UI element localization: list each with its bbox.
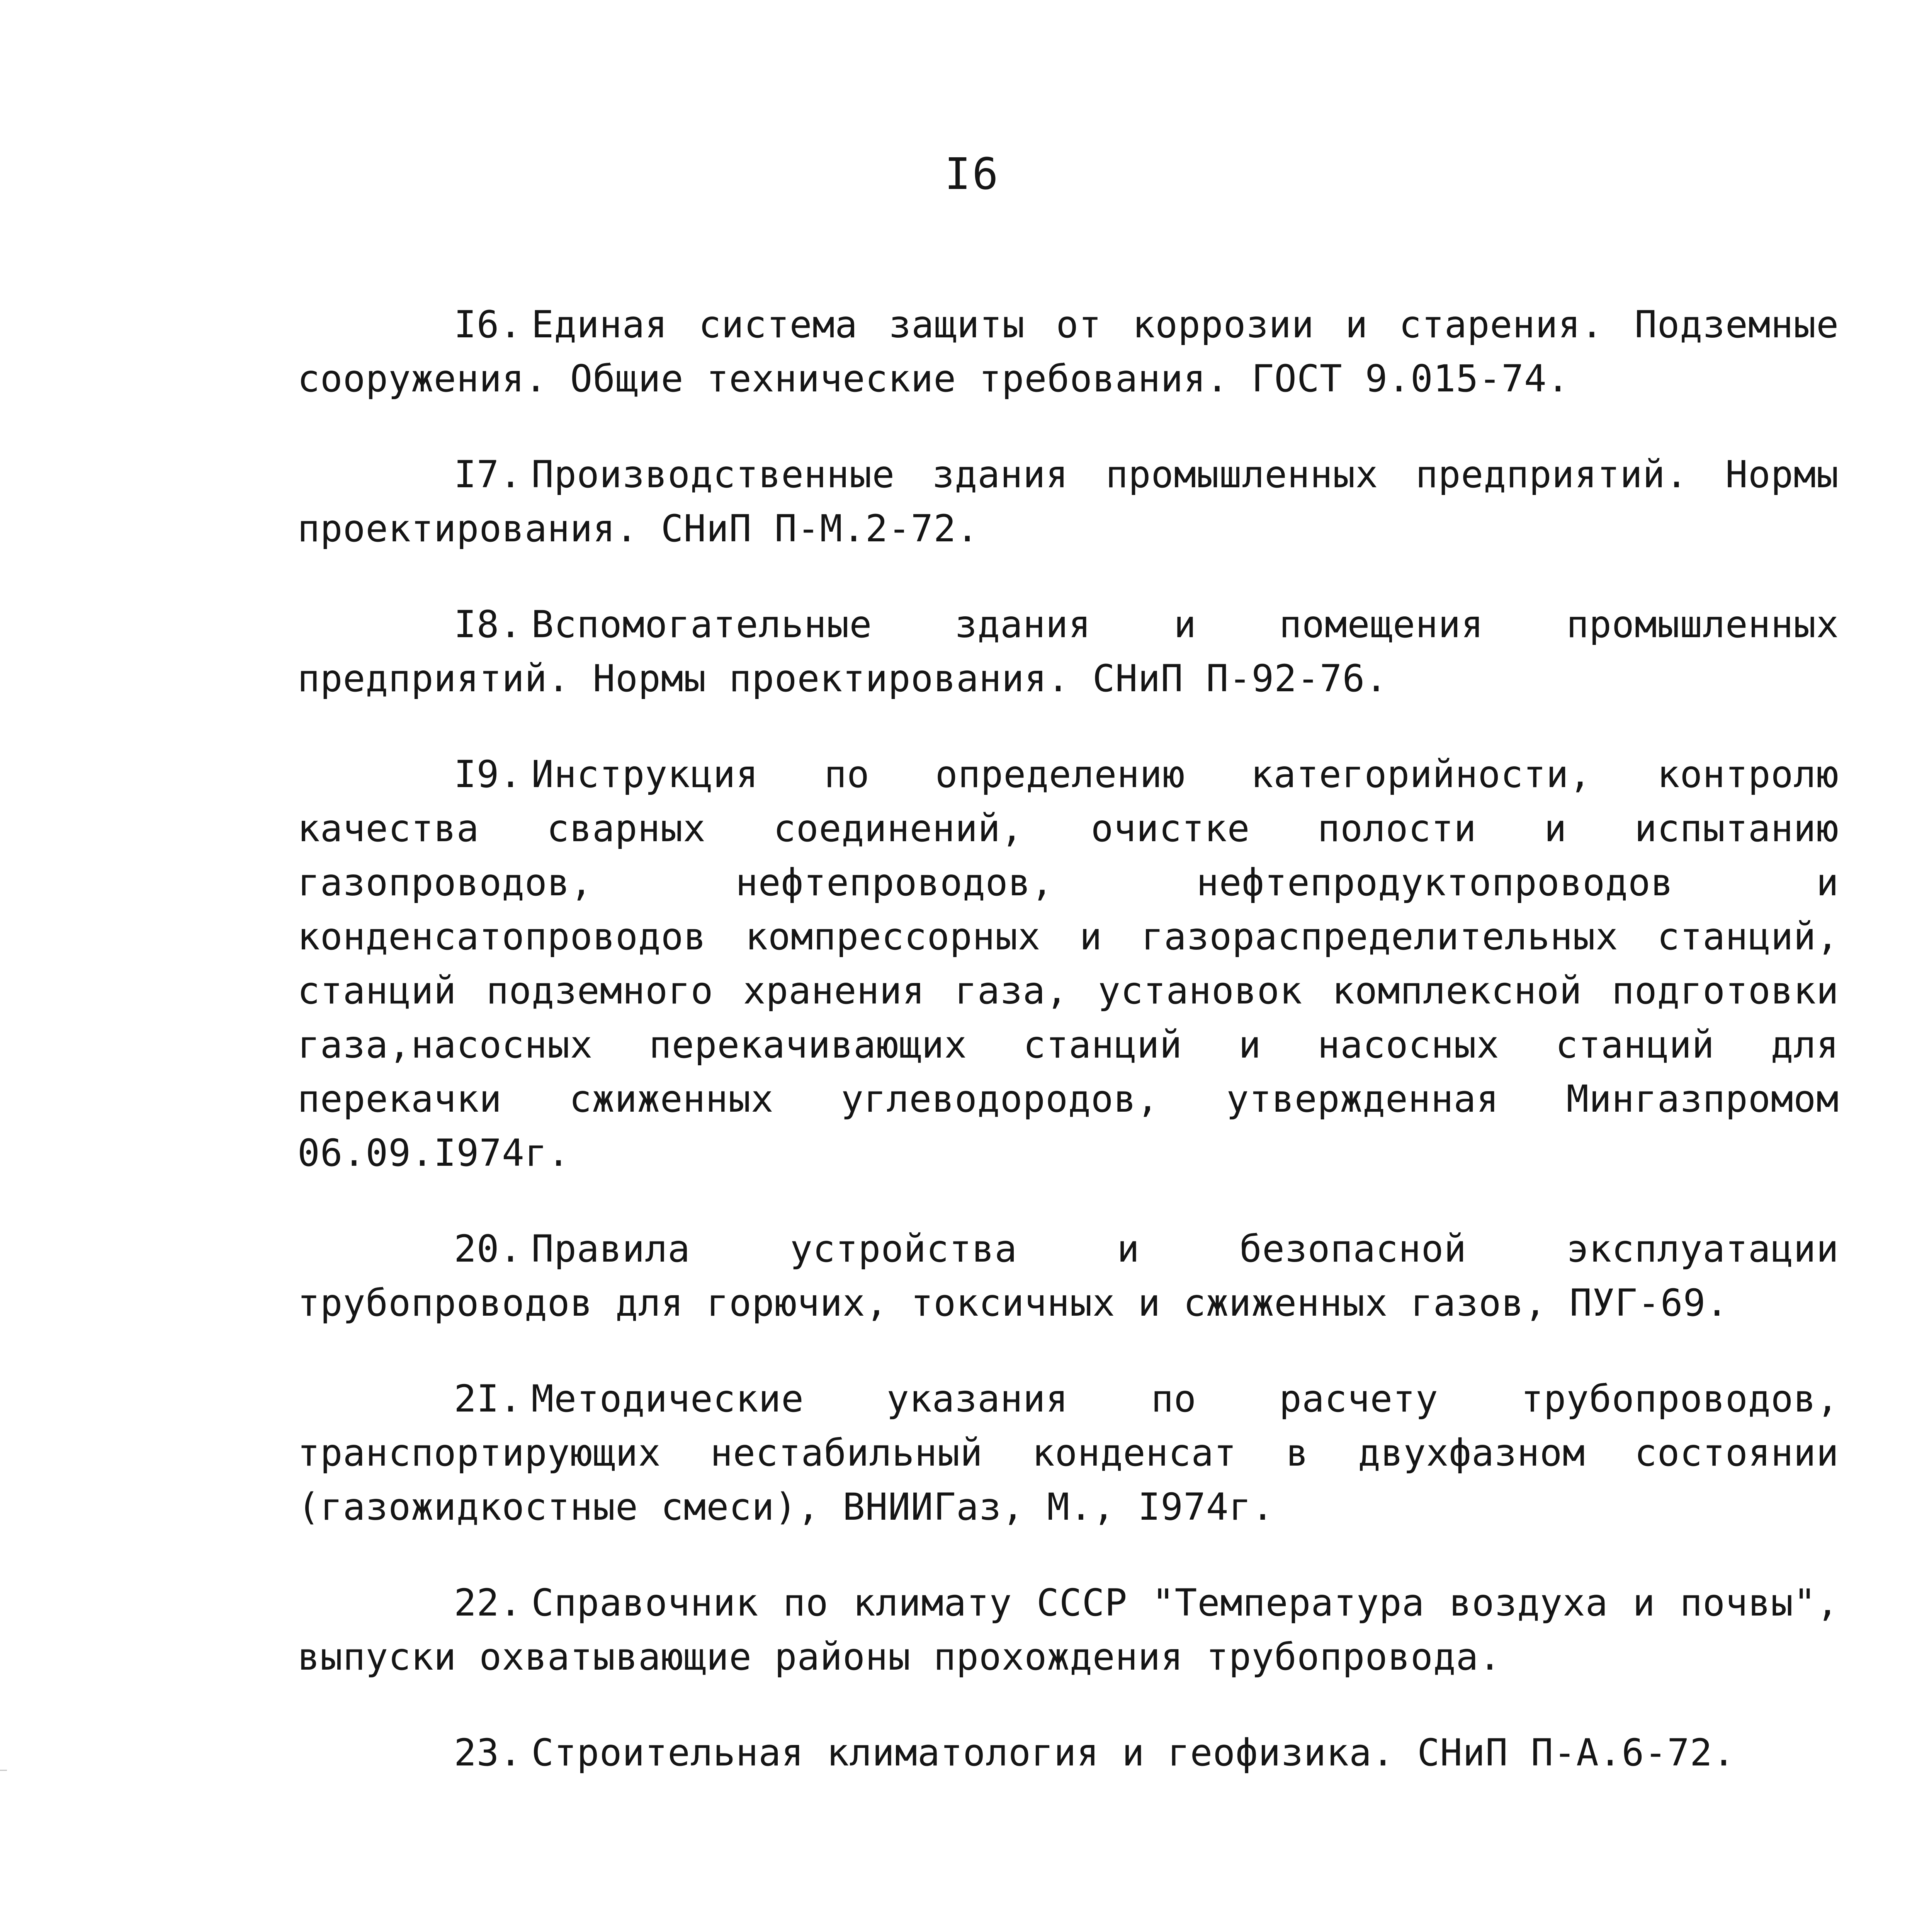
reference-number: 2I. [454,1377,522,1420]
reference-text: Производственные здания промышленных предприятий. Нормы проектирования. СНиП П-М.2-72. [297,453,1839,550]
reference-list [297,298,1839,1821]
reference-number: I6. [454,303,522,346]
reference-text: Инструкция по определению категорийности, контролю качества сварных соединений, очистке полости и испытанию газопроводов, нефтепроводов, нефтепродуктопроводов и конденсатопроводов компрессорных и газораспределительных станций, станций подземного хранения газа, установок комплексной подготовки газа,насосных перекачивающих станций и насосных станций для перекачки сжиженных углеводородов, утвержденная Мингазпромом 06.09.I974г. [297,753,1839,1175]
reference-item [297,1726,1839,1780]
reference-number: I9. [454,753,522,796]
reference-item [297,1372,1839,1534]
reference-number: I8. [454,603,522,646]
reference-item [297,747,1839,1180]
reference-item [297,1576,1839,1684]
scan-artifact [0,1770,7,1771]
reference-item [297,447,1839,556]
reference-text: Строительная климатология и геофизика. СНиП П-А.6-72. [531,1731,1735,1774]
reference-number: I7. [454,453,522,496]
page-number: I6 [945,149,1000,199]
reference-number: 23. [454,1731,522,1774]
reference-number: 20. [454,1227,522,1270]
reference-text: Единая система защиты от коррозии и старения. Подземные сооружения. Общие технические требования. ГОСТ 9.015-74. [297,303,1839,400]
reference-item [297,597,1839,706]
reference-item [297,1222,1839,1330]
reference-text: Справочник по климату СССР "Температура воздуха и почвы", выпуски охватывающие районы прохождения трубопровода. [297,1581,1839,1679]
reference-text: Вспомогательные здания и помещения промышленных предприятий. Нормы проектирования. СНиП П-92-76. [297,603,1839,700]
reference-text: Методические указания по расчету трубопроводов, транспортирующих нестабильный конденсат в двухфазном состоянии (газожидкостные смеси), ВНИИГаз, М., I974г. [297,1377,1839,1529]
reference-number: 22. [454,1581,522,1624]
reference-text: Правила устройства и безопасной эксплуатации трубопроводов для горючих, токсичных и сжиженных газов, ПУГ-69. [297,1227,1839,1325]
reference-item [297,298,1839,406]
